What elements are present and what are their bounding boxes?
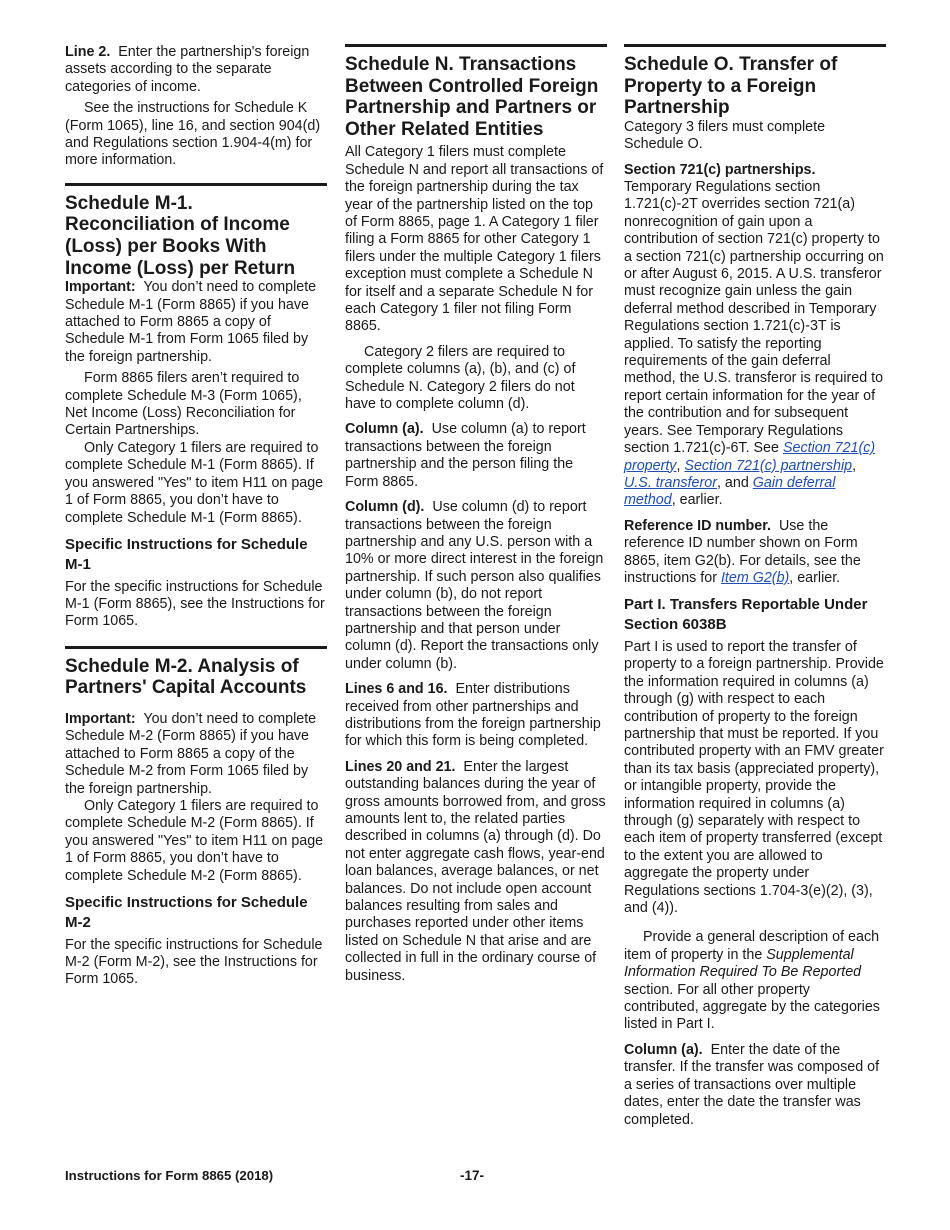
item-g2b-link[interactable]: Item G2(b)	[720, 569, 790, 586]
section-divider	[65, 183, 327, 193]
section-divider	[345, 44, 607, 54]
schedule-m2-heading: Schedule M-2. Analysis of Partners' Capital Accounts	[65, 655, 307, 699]
m1-paragraph-2: Form 8865 filers aren’t required to complete Schedule M-3 (Form 1065), Net Income (Loss) Reconciliation for Certain Partnerships.	[65, 370, 302, 439]
n-paragraph-1: All Category 1 filers must complete Schedule N and report all transactions of the foreign partnership during the tax year of the partnership listed on the top of Form 8865, page 1. A Category 1 filer filing a Form 8865 for other Category 1 filers under the multiple Category 1 filers exception must complete a Schedule N for itself and a separate Schedule N for each Category 1 filer not filing Form 8865.	[345, 144, 604, 335]
part1-paragraph-2: Provide a general description of each item of property in the Supplemental Information Required To Be Reported section. For all other property contributed, aggregate by the categories listed in Part I.	[624, 929, 880, 1033]
section-721c-property-link[interactable]: Section 721(c) property	[624, 440, 876, 474]
line2-paragraph: Line 2. Enter the partnership's foreign assets according to the separate categories of income.	[65, 44, 310, 95]
n-paragraph-2: Category 2 filers are required to complete columns (a), (b), and (c) of Schedule N. Category 2 filers do not have to complete column (d).	[345, 343, 576, 413]
schedule-m1-heading: Schedule M-1. Reconciliation of Income (Loss) per Books With Income (Loss) per Return	[65, 192, 296, 279]
column-2	[345, 44, 607, 985]
m1-specific-text: For the specific instructions for Schedule M-1 (Form 8865), see the Instructions for Form 1065.	[65, 578, 325, 630]
m2-specific-heading: Specific Instructions for Schedule M-2	[65, 893, 308, 931]
us-transferor-link[interactable]: U.S. transferor	[624, 474, 717, 491]
o-paragraph-1: Category 3 filers must complete Schedule O.	[624, 118, 826, 153]
section-divider	[624, 44, 886, 54]
column-a-paragraph: Column (a). Use column (a) to report transactions between the foreign partnership and the person filing the Form 8865.	[345, 421, 586, 490]
m2-paragraph-2: Only Category 1 filers are required to complete Schedule M-2 (Form 8865). If you answered "Yes" to item H11 on page 1 of Form 8865, you don’t have to complete Schedule M-2 (Form 8865).	[65, 797, 324, 884]
section-divider	[65, 646, 327, 656]
lines-20-21-paragraph: Lines 20 and 21. Enter the largest outstanding balances during the year of gross amounts borrowed from, and gross amounts lent to, the related parties described in columns (a) through (d). Do not enter aggregate cash flows, year-end loan balances, average balances, or net balances. Do not include open account balances resulting from sales and purchases reported under other items listed on Schedule N that arise and are collected in full in the ordinary course of business.	[345, 758, 606, 984]
part1-paragraph-1: Part I is used to report the transfer of property to a foreign partnership. Provide the information required in columns (a) through (g) with respect to each contribution of property to the foreign partnership that must be reported. If you contributed property with an FMV greater than its tax basis (appreciated property), or intangible property, provide the information required in columns (a) through (g) separately with respect to each item of property transferred (except to the extent you are allowed to aggregate the property under Regulations sections 1.704-3(e)(2), (3), and (4)).	[624, 638, 884, 917]
m1-paragraph-3: Only Category 1 filers are required to complete Schedule M-1 (Form 8865). If you answered "Yes" to item H11 on page 1 of Form 8865, you don’t have to complete Schedule M-1 (Form 8865).	[65, 439, 324, 526]
line2-see-paragraph: See the instructions for Schedule K (Form 1065), line 16, and section 904(d) and Regulations section 1.904-4(m) for more information.	[65, 100, 321, 169]
m2-important-paragraph: Important: You don’t need to complete Schedule M-2 (Form 8865) if you have attached to Form 8865 a copy of the Schedule M-2 from Form 1065 filed by the foreign partnership.	[65, 710, 317, 797]
schedule-o-heading: Schedule O. Transfer of Property to a Foreign Partnership	[624, 54, 838, 119]
page-number: -17-	[460, 1168, 485, 1183]
m1-important-paragraph: Important: You don’t need to complete Schedule M-1 (Form 8865) if you have attached to Form 8865 a copy of Schedule M-1 from Form 1065 filed by the foreign partnership.	[65, 279, 317, 365]
column-3	[624, 44, 886, 1129]
section-721c-partnership-link[interactable]: Section 721(c) partnership	[684, 457, 853, 474]
m1-specific-heading: Specific Instructions for Schedule M-1	[65, 535, 308, 573]
m2-specific-text: For the specific instructions for Schedule M-2 (Form M-2), see the Instructions for Form 1065.	[65, 936, 323, 988]
footer-form-title: Instructions for Form 8865 (2018)	[65, 1168, 274, 1183]
reference-id-paragraph: Reference ID number. Use the reference ID number shown on Form 8865, item G2(b). For details, see the instructions for Item G2(b), earlier.	[624, 517, 861, 586]
section-721c-paragraph: Section 721(c) partnerships. Temporary Regulations section 1.721(c)-2T overrides section 721(a) nonrecognition of gain upon a contribution of section 721(c) property to a section 721(c) partnership occurring on or after August 6, 2015. A U.S. transferor must recognize gain unless the gain deferral method described in Temporary Regulations section 1.721(c)-3T is applied. To satisfy the reporting requirements of the gain deferral method, the U.S. transferor is required to report certain information for the year of the contribution and for subsequent years. See Temporary Regulations section 1.721(c)-6T. See Section 721(c) property, Section 721(c) partnership, U.S. transferor, and Gain deferral method, earlier.	[624, 161, 884, 509]
schedule-n-heading: Schedule N. Transactions Between Controlled Foreign Partnership and Partners or Other Related Entities	[345, 54, 599, 140]
gain-deferral-method-link[interactable]: Gain deferral method	[624, 474, 836, 509]
part1-heading: Part I. Transfers Reportable Under Section 6038B	[624, 596, 868, 634]
lines-6-16-paragraph: Lines 6 and 16. Enter distributions received from other partnerships and distributions from the foreign partnership for which this form is being completed.	[345, 681, 601, 750]
column-d-paragraph: Column (d). Use column (d) to report transactions between the foreign partnership and any U.S. person with a 10% or more direct interest in the foreign partnership. If such person also qualifies under column (b), do not report transactions between the foreign partnership and that person under column (d). Report the transactions only under column (b).	[345, 499, 604, 672]
column-1	[65, 44, 327, 989]
part1-column-a-paragraph: Column (a). Enter the date of the transfer. If the transfer was composed of a series of transactions over multiple dates, enter the date the transfer was completed.	[624, 1041, 880, 1128]
